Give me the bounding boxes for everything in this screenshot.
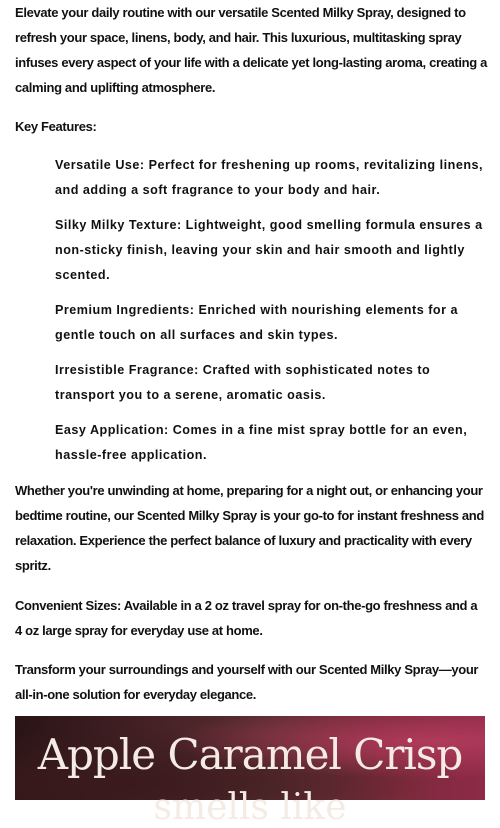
feature-text: Enriched with nourishing elements for a gentle touch on all surfaces and skin types.	[55, 303, 458, 342]
feature-label: Irresistible Fragrance:	[55, 363, 199, 377]
final-paragraph: Transform your surroundings and yourself with our Scented Milky Spray—your all-in-one solution for everyday elegance.	[15, 662, 479, 702]
intro-paragraph: Elevate your daily routine with our versatile Scented Milky Spray, designed to refresh your space, linens, body, and hair. This luxurious, multitasking spray infuses every aspect of your life with a delicate yet long-lasting aroma, creating a calming and uplifting atmosphere.	[15, 5, 487, 95]
feature-item	[55, 213, 487, 288]
feature-item	[55, 298, 487, 348]
sizes-paragraph: Convenient Sizes: Available in a 2 oz travel spray for on-the-go freshness and a 4 oz large spray for everyday use at home.	[15, 598, 478, 638]
product-description	[15, 0, 487, 707]
feature-label: Versatile Use:	[55, 158, 145, 172]
closing-paragraph: Whether you're unwinding at home, preparing for a night out, or enhancing your bedtime routine, our Scented Milky Spray is your go-to for instant freshness and relaxation. Experience the perfect balance of luxury and practicality with every spritz.	[15, 483, 484, 573]
feature-label: Easy Application:	[55, 423, 169, 437]
key-features-heading: Key Features:	[15, 119, 97, 134]
hero-subtitle: smells like	[153, 787, 347, 828]
feature-text: Perfect for freshening up rooms, revitalizing linens, and adding a soft fragrance to your body and hair.	[55, 158, 484, 197]
feature-text: Crafted with sophisticated notes to transport you to a serene, aromatic oasis.	[55, 363, 431, 402]
features-list	[15, 153, 487, 468]
feature-text: Comes in a fine mist spray bottle for an even, hassle-free application.	[55, 423, 468, 462]
product-hero-image	[15, 716, 485, 828]
feature-item	[55, 418, 487, 468]
hero-title: Apple Caramel Crisp	[37, 730, 463, 779]
feature-text: Lightweight, good smelling formula ensures a non-sticky finish, leaving your skin and hair smooth and lightly scented.	[55, 218, 483, 282]
feature-item	[55, 153, 487, 203]
feature-label: Premium Ingredients:	[55, 303, 195, 317]
feature-label: Silky Milky Texture:	[55, 218, 182, 232]
feature-item	[55, 358, 487, 408]
